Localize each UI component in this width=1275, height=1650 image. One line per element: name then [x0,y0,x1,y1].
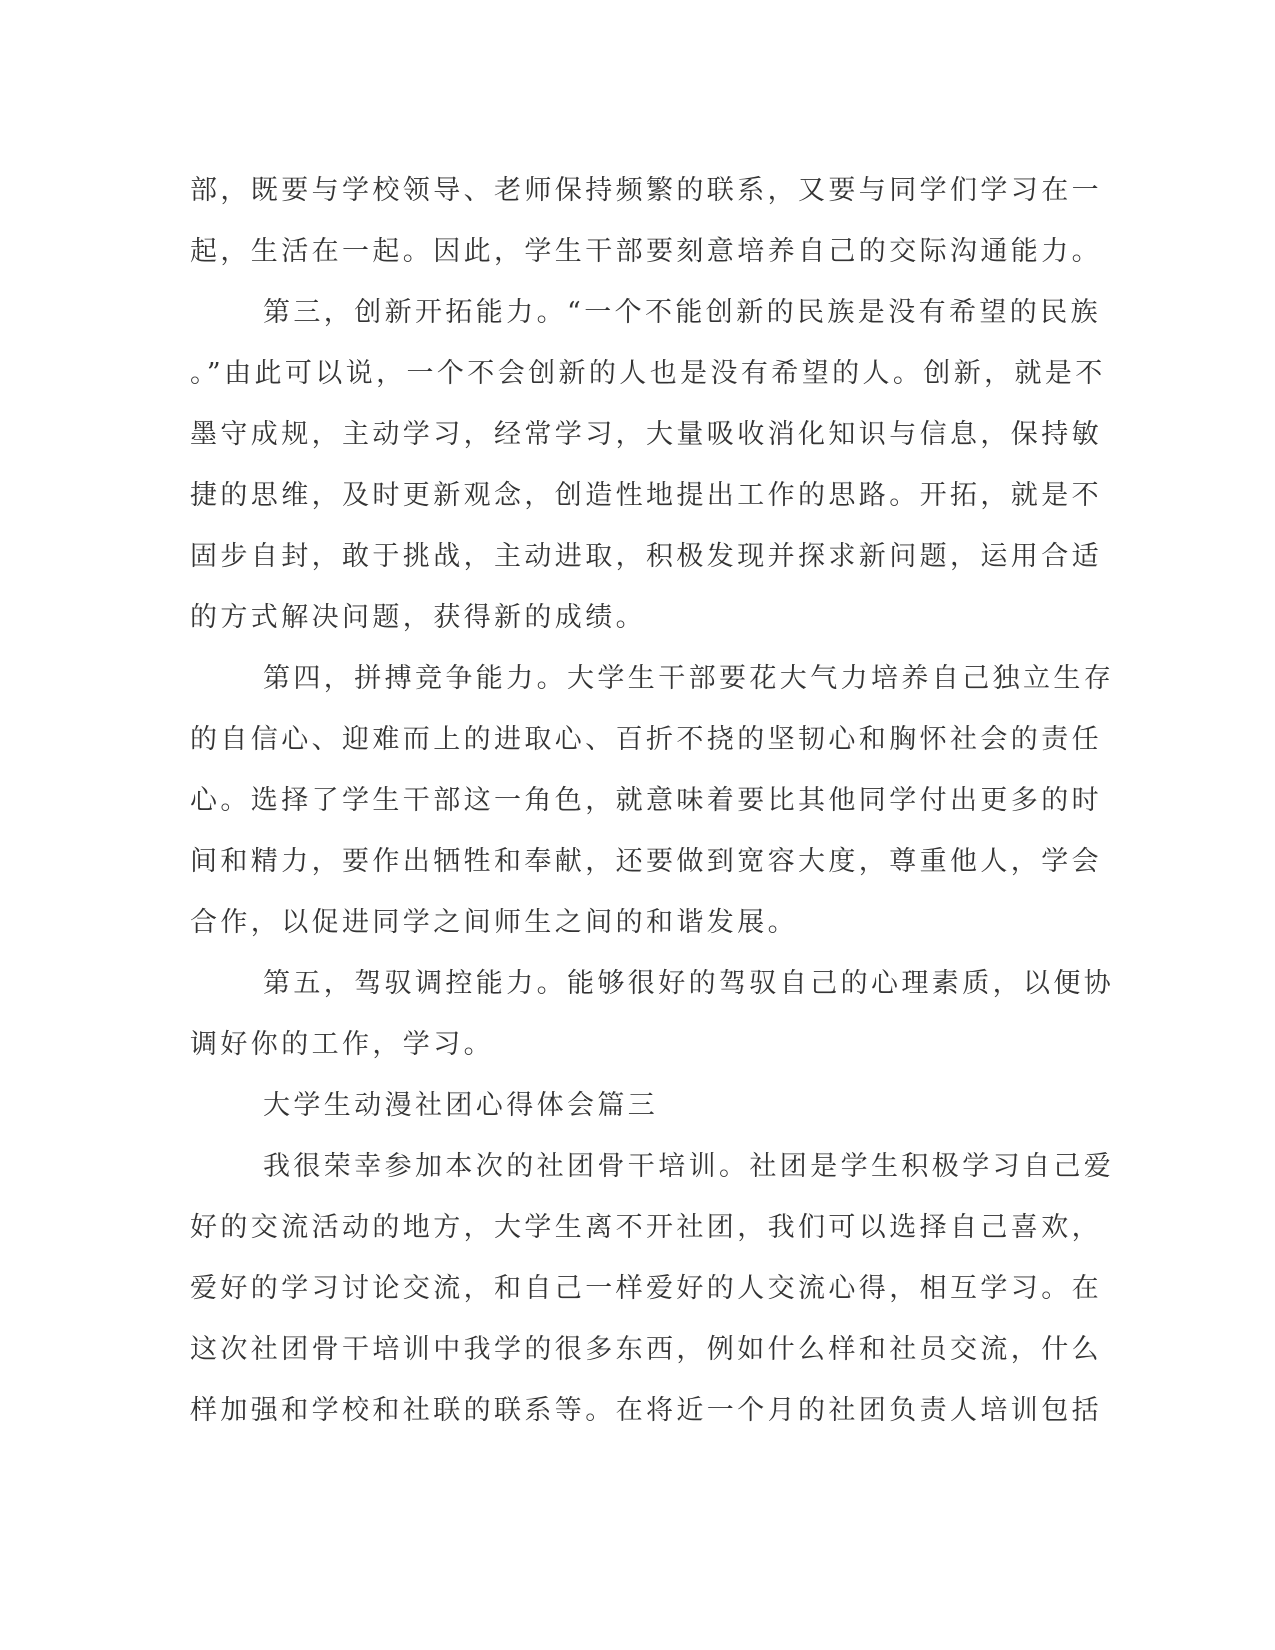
text-line: 调好你的工作，学习。 [190,1029,494,1060]
text-line: 部，既要与学校领导、老师保持频繁的联系，又要与同学们学习在一 [190,175,1102,206]
text-line: 好的交流活动的地方，大学生离不开社团，我们可以选择自己喜欢， [190,1212,1102,1243]
document-body [190,160,1115,1441]
text-line: 爱好的学习讨论交流，和自己一样爱好的人交流心得，相互学习。在 [190,1273,1102,1304]
text-line: 墨守成规，主动学习，经常学习，大量吸收消化知识与信息，保持敏 [190,419,1102,450]
text-line: 的自信心、迎难而上的进取心、百折不挠的坚韧心和胸怀社会的责任 [190,724,1102,755]
text-line: 。”由此可以说，一个不会创新的人也是没有希望的人。创新，就是不 [190,358,1106,389]
text-line: 捷的思维，及时更新观念，创造性地提出工作的思路。开拓，就是不 [190,480,1102,511]
text-line: 心。选择了学生干部这一角色，就意味着要比其他同学付出更多的时 [190,785,1102,816]
text-line: 的方式解决问题，获得新的成绩。 [190,602,646,633]
text-line: 合作，以促进同学之间师生之间的和谐发展。 [190,907,798,938]
text-line: 大学生动漫社团心得体会篇三 [263,1090,659,1121]
text-line: 起，生活在一起。因此，学生干部要刻意培养自己的交际沟通能力。 [190,236,1102,267]
text-line: 我很荣幸参加本次的社团骨干培训。社团是学生积极学习自己爱 [263,1151,1115,1182]
text-line: 间和精力，要作出牺牲和奉献，还要做到宽容大度，尊重他人，学会 [190,846,1102,877]
text-line: 样加强和学校和社联的联系等。在将近一个月的社团负责人培训包括 [190,1395,1102,1426]
text-line: 这次社团骨干培训中我学的很多东西，例如什么样和社员交流，什么 [190,1334,1102,1365]
text-line: 第五，驾驭调控能力。能够很好的驾驭自己的心理素质，以便协 [263,968,1115,999]
text-line: 第四，拼搏竞争能力。大学生干部要花大气力培养自己独立生存 [263,663,1115,694]
text-line: 第三，创新开拓能力。“一个不能创新的民族是没有希望的民族 [263,297,1102,328]
text-line: 固步自封，敢于挑战，主动进取，积极发现并探求新问题，运用合适 [190,541,1102,572]
